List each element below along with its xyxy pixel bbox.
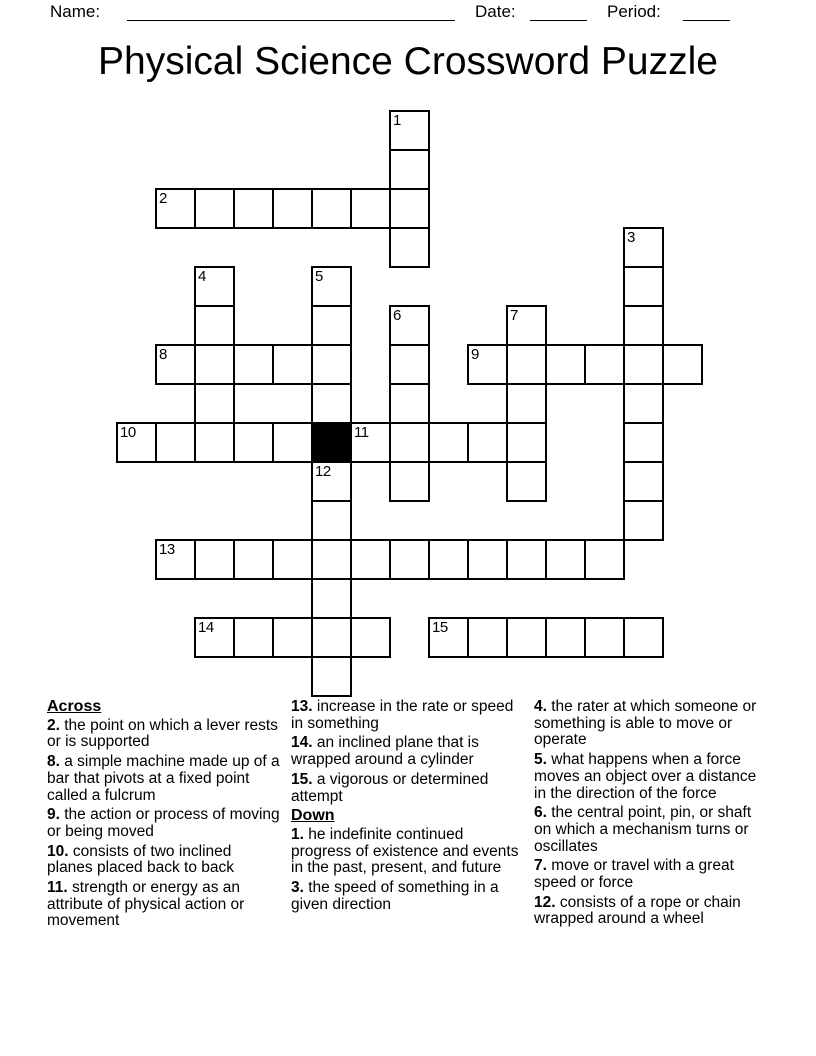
grid-cell-r11c1[interactable] [155, 539, 196, 580]
grid-cell-r13c2[interactable] [194, 617, 235, 658]
grid-cell-r8c1[interactable] [155, 422, 196, 463]
grid-cell-r11c5[interactable] [311, 539, 352, 580]
period-label: Period: [607, 2, 661, 21]
clue-number: 13. [291, 698, 313, 715]
grid-cell-r11c11[interactable] [545, 539, 586, 580]
cell-number-11: 11 [354, 424, 369, 441]
clue-across-2: 2. the point on which a lever rests or is supported [47, 716, 278, 751]
clue-down-1: 1. he indefinite continued progress of existence and events in the past, present, and future [291, 825, 519, 877]
page-title: Physical Science Crossword Puzzle [98, 40, 718, 83]
clue-number: 12. [534, 893, 556, 911]
cell-number-5: 5 [315, 268, 323, 285]
grid-cell-r13c4[interactable] [272, 617, 313, 658]
clues-column-1 [47, 699, 280, 933]
clues-column-3 [534, 699, 767, 931]
grid-cell-r11c2[interactable] [194, 539, 235, 580]
grid-cell-r11c12[interactable] [584, 539, 625, 580]
grid-cell-r4c13[interactable] [623, 266, 664, 307]
grid-cell-r10c13[interactable] [623, 500, 664, 541]
grid-cell-r6c14[interactable] [662, 344, 703, 385]
clue-number: 10. [47, 842, 69, 860]
name-label: Name: [50, 2, 101, 21]
clue-down-7: 7. move or travel with a great speed or force [534, 857, 734, 892]
crossword-grid [116, 110, 703, 697]
grid-cell-r6c5[interactable] [311, 344, 352, 385]
cell-number-8: 8 [159, 346, 167, 363]
clues-column-2 [291, 699, 524, 916]
clue-number: 1. [291, 825, 304, 843]
clue-number: 4. [534, 698, 547, 715]
grid-cell-r6c10[interactable] [506, 344, 547, 385]
grid-cell-r6c9[interactable] [467, 344, 508, 385]
grid-cell-r13c12[interactable] [584, 617, 625, 658]
grid-cell-r8c8[interactable] [428, 422, 469, 463]
grid-cell-r5c13[interactable] [623, 305, 664, 346]
cell-number-12: 12 [315, 463, 331, 480]
cell-number-14: 14 [198, 619, 214, 636]
grid-cell-r4c5[interactable] [311, 266, 352, 307]
grid-cell-r11c7[interactable] [389, 539, 430, 580]
grid-cell-r12c5[interactable] [311, 578, 352, 619]
clue-number: 5. [534, 751, 547, 769]
grid-cell-r2c4[interactable] [272, 188, 313, 229]
cell-number-2: 2 [159, 190, 167, 207]
grid-cell-r7c13[interactable] [623, 383, 664, 424]
grid-cell-r8c7[interactable] [389, 422, 430, 463]
clue-across-8: 8. a simple machine made up of a bar that pivots at a fixed point called a fulcrum [47, 753, 280, 804]
grid-cell-r2c2[interactable] [194, 188, 235, 229]
grid-cell-r8c6[interactable] [350, 422, 391, 463]
clue-across-13: 13. increase in the rate or speed in something [291, 698, 514, 732]
grid-cell-r9c13[interactable] [623, 461, 664, 502]
grid-cell-r6c2[interactable] [194, 344, 235, 385]
across-heading: Across [47, 698, 102, 715]
grid-cell-r8c4[interactable] [272, 422, 313, 463]
cell-number-1: 1 [393, 112, 401, 129]
grid-cell-r7c7[interactable] [389, 383, 430, 424]
date-label: Date: [475, 2, 516, 21]
grid-cell-r2c6[interactable] [350, 188, 391, 229]
clue-down-4: 4. the rater at which someone or something is able to move or operate [534, 698, 757, 749]
grid-cell-r0c7[interactable] [389, 110, 430, 151]
cell-number-4: 4 [198, 268, 206, 285]
grid-cell-r8c0[interactable] [116, 422, 157, 463]
clue-across-11: 11. strength or energy as an attribute of physical action or movement [47, 879, 245, 930]
cell-number-9: 9 [471, 346, 479, 363]
grid-cell-r5c5[interactable] [311, 305, 352, 346]
grid-cell-r5c2[interactable] [194, 305, 235, 346]
clue-number: 3. [291, 879, 304, 897]
grid-cell-r6c1[interactable] [155, 344, 196, 385]
grid-cell-r9c7[interactable] [389, 461, 430, 502]
cell-number-10: 10 [120, 424, 136, 441]
cell-number-6: 6 [393, 307, 401, 324]
clue-across-9: 9. the action or process of moving or being moved [47, 806, 280, 840]
clue-number: 11. [47, 879, 68, 897]
grid-cell-r10c5[interactable] [311, 500, 352, 541]
clue-number: 14. [291, 734, 313, 752]
cell-number-7: 7 [510, 307, 518, 324]
grid-cell-r11c8[interactable] [428, 539, 469, 580]
grid-cell-r6c12[interactable] [584, 344, 625, 385]
grid-cell-r2c7[interactable] [389, 188, 430, 229]
grid-cell-r3c7[interactable] [389, 227, 430, 268]
grid-cell-r8c2[interactable] [194, 422, 235, 463]
date-blank-line[interactable] [530, 4, 587, 21]
grid-cell-r13c5[interactable] [311, 617, 352, 658]
grid-cell-r11c3[interactable] [233, 539, 274, 580]
clue-across-14: 14. an inclined plane that is wrapped around a cylinder [291, 734, 479, 769]
down-heading: Down [291, 807, 335, 825]
clue-down-5: 5. what happens when a force moves an object over a distance in the direction of the force [534, 751, 757, 802]
clue-number: 8. [47, 753, 60, 771]
grid-cell-r5c7[interactable] [389, 305, 430, 346]
grid-cell-r13c8[interactable] [428, 617, 469, 658]
grid-cell-r2c1[interactable] [155, 188, 196, 229]
clue-number: 2. [47, 716, 60, 734]
grid-cell-r9c5[interactable] [311, 461, 352, 502]
grid-cell-r13c9[interactable] [467, 617, 508, 658]
period-blank-line[interactable] [683, 4, 730, 21]
clue-number: 15. [291, 770, 313, 788]
black-cell-r8c5 [311, 422, 352, 463]
grid-cell-r6c11[interactable] [545, 344, 586, 385]
grid-cell-r11c6[interactable] [350, 539, 391, 580]
grid-cell-r1c7[interactable] [389, 149, 430, 190]
grid-cell-r7c10[interactable] [506, 383, 547, 424]
grid-cell-r7c5[interactable] [311, 383, 352, 424]
name-blank-line[interactable] [127, 4, 455, 21]
grid-cell-r13c13[interactable] [623, 617, 664, 658]
clue-number: 7. [534, 857, 547, 875]
cell-number-13: 13 [159, 541, 175, 558]
grid-cell-r11c9[interactable] [467, 539, 508, 580]
cell-number-15: 15 [432, 619, 448, 636]
grid-cell-r8c10[interactable] [506, 422, 547, 463]
grid-cell-r6c7[interactable] [389, 344, 430, 385]
grid-cell-r6c13[interactable] [623, 344, 664, 385]
grid-cell-r8c3[interactable] [233, 422, 274, 463]
grid-cell-r13c3[interactable] [233, 617, 274, 658]
grid-cell-r9c10[interactable] [506, 461, 547, 502]
grid-cell-r8c9[interactable] [467, 422, 508, 463]
grid-cell-r5c10[interactable] [506, 305, 547, 346]
grid-cell-r13c11[interactable] [545, 617, 586, 658]
clue-number: 9. [47, 806, 60, 824]
grid-cell-r2c5[interactable] [311, 188, 352, 229]
clue-across-10: 10. consists of two inclined planes placed back to back [47, 842, 234, 877]
grid-cell-r6c3[interactable] [233, 344, 274, 385]
clue-down-3: 3. the speed of something in a given direction [291, 879, 499, 913]
grid-cell-r3c13[interactable] [623, 227, 664, 268]
clue-down-12: 12. consists of a rope or chain wrapped around a wheel [534, 893, 741, 928]
grid-cell-r6c4[interactable] [272, 344, 313, 385]
grid-cell-r13c10[interactable] [506, 617, 547, 658]
grid-cell-r11c4[interactable] [272, 539, 313, 580]
cell-number-3: 3 [627, 229, 635, 246]
clue-number: 6. [534, 804, 547, 822]
grid-cell-r8c13[interactable] [623, 422, 664, 463]
grid-cell-r13c6[interactable] [350, 617, 391, 658]
clue-down-6: 6. the central point, pin, or shaft on which a mechanism turns or oscillates [534, 804, 752, 855]
clue-across-15: 15. a vigorous or determined attempt [291, 770, 489, 805]
grid-cell-r11c10[interactable] [506, 539, 547, 580]
grid-cell-r2c3[interactable] [233, 188, 274, 229]
grid-cell-r14c5[interactable] [311, 656, 352, 697]
grid-cell-r4c2[interactable] [194, 266, 235, 307]
grid-cell-r7c2[interactable] [194, 383, 235, 424]
